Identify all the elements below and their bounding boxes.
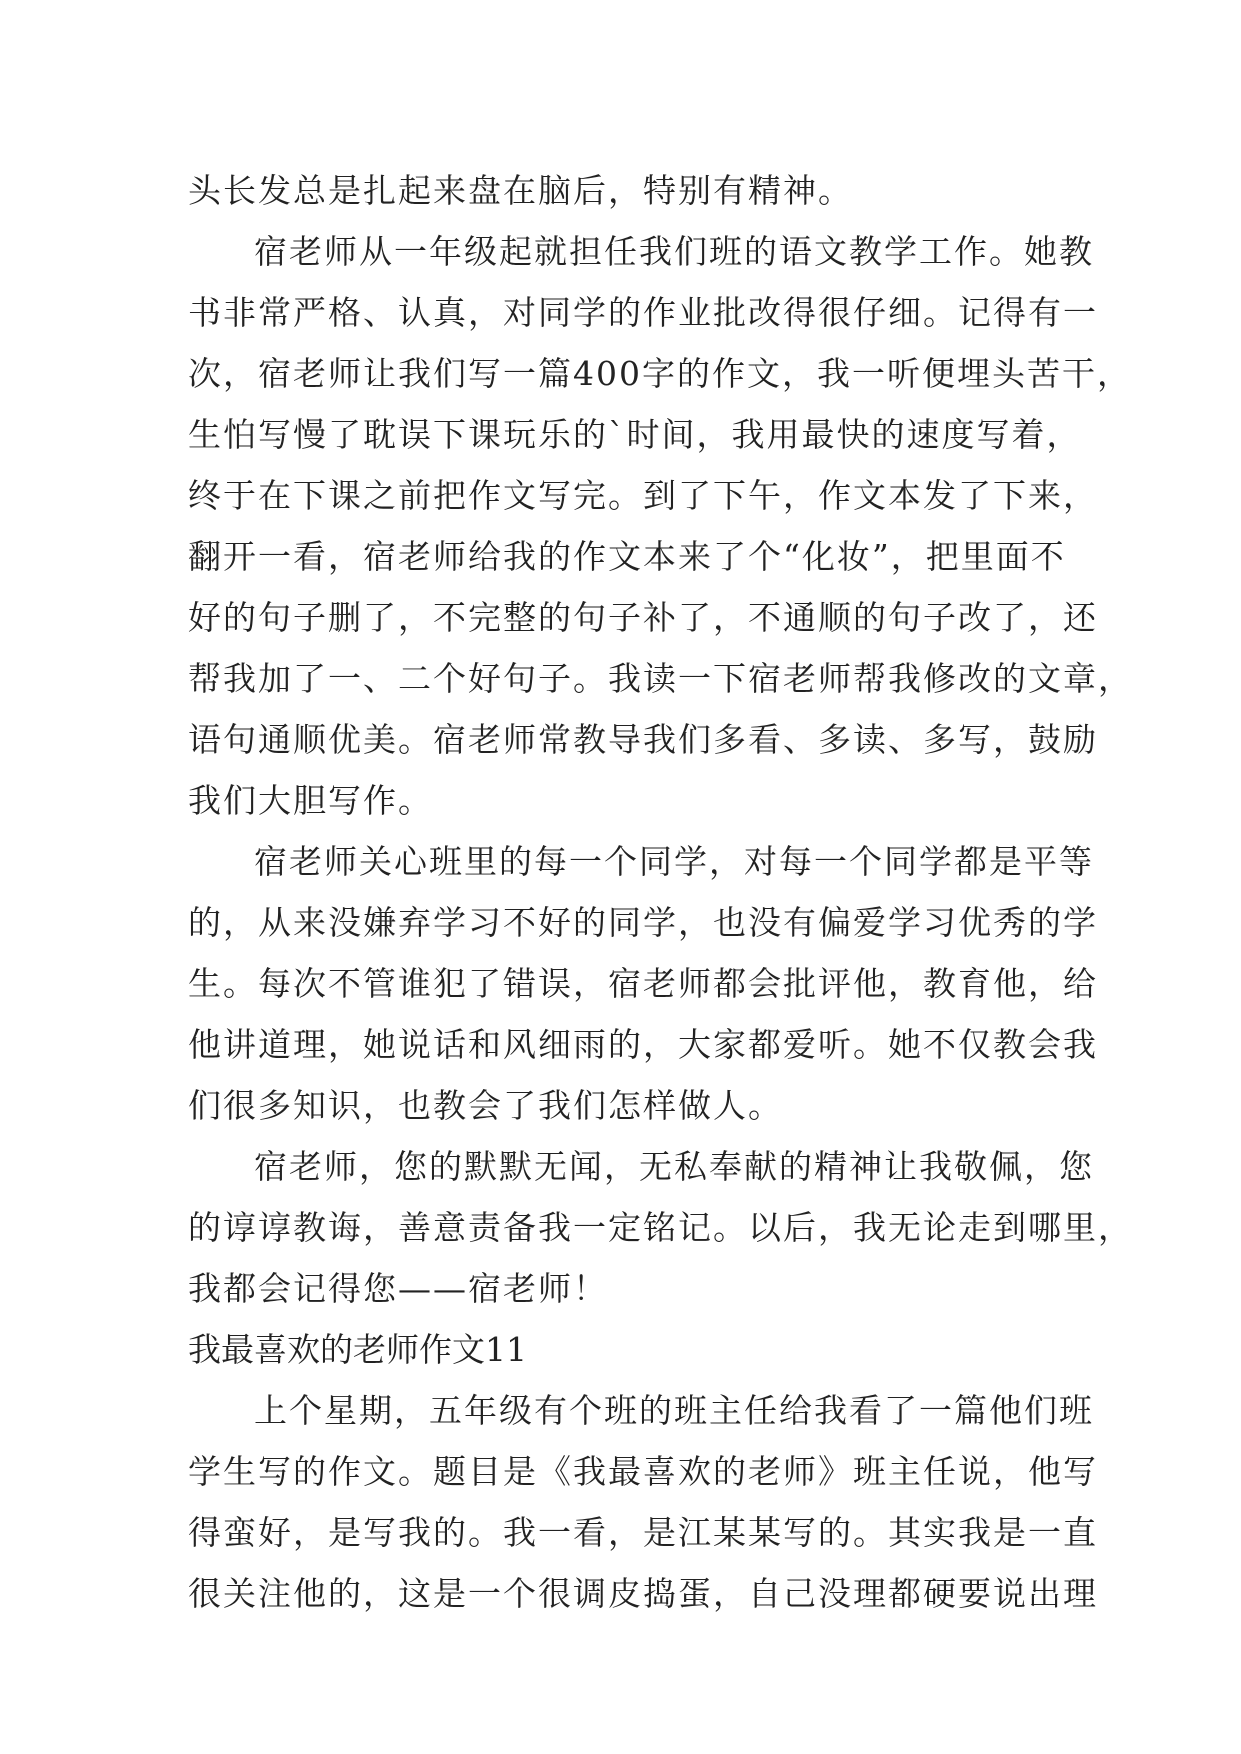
text-line: 们很多知识，也教会了我们怎样做人。 xyxy=(188,1086,783,1125)
text-line: 帮我加了一、二个好句子。我读一下宿老师帮我修改的文章， xyxy=(188,659,1133,698)
paragraph-first-line: 上个星期，五年级有个班的班主任给我看了一篇他们班 xyxy=(254,1391,1094,1430)
text-line: 头长发总是扎起来盘在脑后，特别有精神。 xyxy=(188,171,853,210)
text-line: 的，从来没嫌弃学习不好的同学，也没有偏爱学习优秀的学 xyxy=(188,903,1098,942)
text-line: 得蛮好，是写我的。我一看，是江某某写的。其实我是一直 xyxy=(188,1513,1098,1552)
text-line: 生。每次不管谁犯了错误，宿老师都会批评他，教育他，给 xyxy=(188,964,1098,1003)
paragraph-first-line: 宿老师关心班里的每一个同学，对每一个同学都是平等 xyxy=(254,842,1094,881)
paragraph-first-line: 宿老师，您的默默无闻，无私奉献的精神让我敬佩，您 xyxy=(254,1147,1094,1186)
section-heading: 我最喜欢的老师作文11 xyxy=(188,1330,527,1369)
text-line: 生怕写慢了耽误下课玩乐的`时间，我用最快的速度写着， xyxy=(188,415,1082,454)
paragraph-first-line: 宿老师从一年级起就担任我们班的语文教学工作。她教 xyxy=(254,232,1094,271)
text-line: 的谆谆教诲，善意责备我一定铭记。以后，我无论走到哪里， xyxy=(188,1208,1133,1247)
text-line: 翻开一看，宿老师给我的作文本来了个“化妆”，把里面不 xyxy=(188,537,1066,576)
text-line: 终于在下课之前把作文写完。到了下午，作文本发了下来， xyxy=(188,476,1098,515)
text-line: 次，宿老师让我们写一篇400字的作文，我一听便埋头苦干， xyxy=(188,354,1132,393)
text-line: 我们大胆写作。 xyxy=(188,781,433,820)
text-line: 书非常严格、认真，对同学的作业批改得很仔细。记得有一 xyxy=(188,293,1098,332)
document-body xyxy=(188,160,1133,1624)
text-line: 他讲道理，她说话和风细雨的，大家都爱听。她不仅教会我 xyxy=(188,1025,1098,1064)
text-line: 我都会记得您——宿老师！ xyxy=(188,1269,608,1308)
text-line: 很关注他的，这是一个很调皮捣蛋，自己没理都硬要说出理 xyxy=(188,1574,1098,1613)
text-line: 学生写的作文。题目是《我最喜欢的老师》班主任说，他写 xyxy=(188,1452,1098,1491)
text-line: 好的句子删了，不完整的句子补了，不通顺的句子改了，还 xyxy=(188,598,1098,637)
text-line: 语句通顺优美。宿老师常教导我们多看、多读、多写，鼓励 xyxy=(188,720,1098,759)
